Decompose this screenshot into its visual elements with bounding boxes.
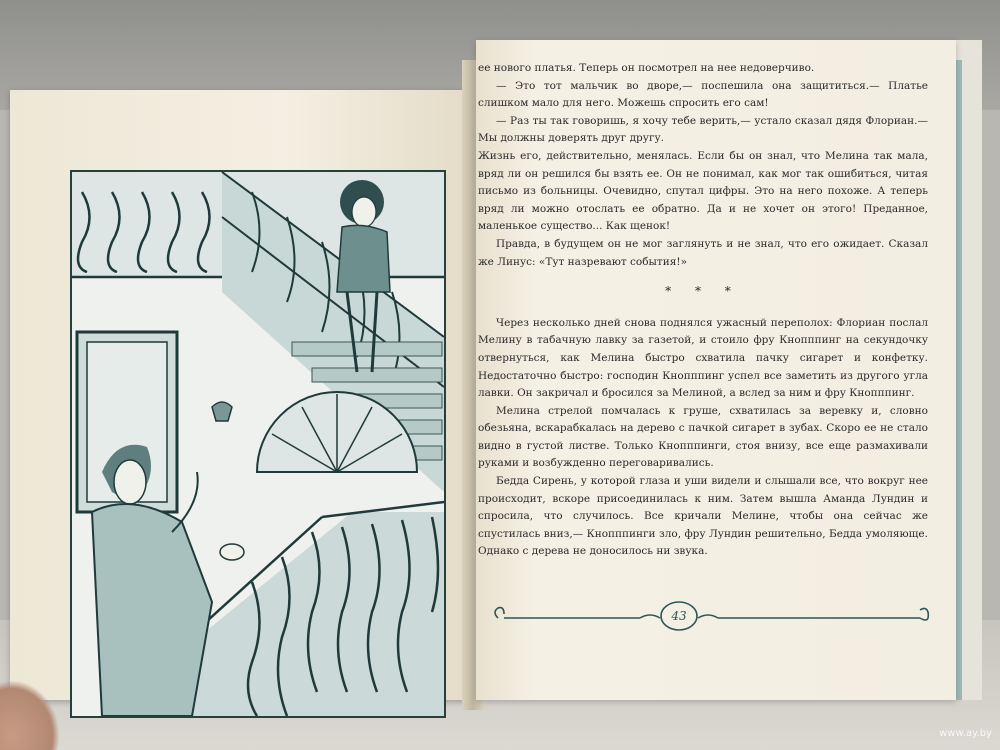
paragraph: — Это тот мальчик во дворе,— поспешила она защититься.— Платье слишком мало для него. Можешь спросить его сам! [478, 79, 928, 110]
paragraph: Через несколько дней снова поднялся ужасный переполох: Флориан послал Мелину в табачную лавку за газетой, и стоило фру Кнопппинг на секундочку отвернуться, как Мелина быстро схватила пачку сигарет и конфетку. Недостаточно быстро: господин Кнопппинг успел все заметить из другого угла лавки. Он закричал и бросился за Мелиной, а вслед за ним и фру Кнопппинг. [478, 316, 928, 400]
paragraph: ее нового платья. Теперь он посмотрел на нее недоверчиво. [478, 62, 815, 74]
page-text [478, 60, 928, 561]
page-number: 43 [671, 609, 687, 623]
watermark: www.ay.by [939, 728, 992, 739]
left-page [10, 90, 470, 700]
staircase-illustration [70, 170, 446, 718]
illustration-drawing [72, 172, 444, 716]
page-number-ornament [490, 594, 936, 634]
paragraph: — Раз ты так говоришь, я хочу тебе верить,— устало сказал дядя Флориан.— Мы должны доверять друг другу. [478, 114, 928, 145]
paragraph: Жизнь его, действительно, менялась. Если бы он знал, что Мелина так мала, вряд ли он решился бы взять ее. Он не понимал, как мог так ошибиться, читая письмо из больницы. Очевидно, спутал цифры. Это на него похоже. А теперь вряд ли можно отослать ее обратно. Да и не хочет он этого! Преданное, маленькое существо... Как щенок! [478, 149, 928, 233]
thumb [0, 680, 60, 750]
paragraph: Правда, в будущем он не мог заглянуть и не знал, что его ожидает. Сказал же Линус: «Тут назревают события!» [478, 237, 928, 268]
paragraph: Бедда Сирень, у которой глаза и уши видели и слышали все, что вокруг нее происходит, вскоре присоединилась к ним. Затем вышла Аманда Лундин и спросила, что случилось. Все кричали Мелине, чтобы она сейчас же спустилась вниз,— Кнопппинги зло, фру Лундин решительно, Бедда умоляюще. Однако с дерева не доносилось ни звука. [478, 475, 928, 558]
section-separator: * * * [665, 284, 741, 299]
paragraph: Мелина стрелой помчалась к груше, схватилась за веревку и, словно обезьяна, вскарабкалась на дерево с пачкой сигарет в зубах. Скоро ее не стало видно в густой листве. Только Кнопппинги, стоя внизу, все еще размахивали руками и возбужденно переговаривались. [478, 404, 928, 470]
